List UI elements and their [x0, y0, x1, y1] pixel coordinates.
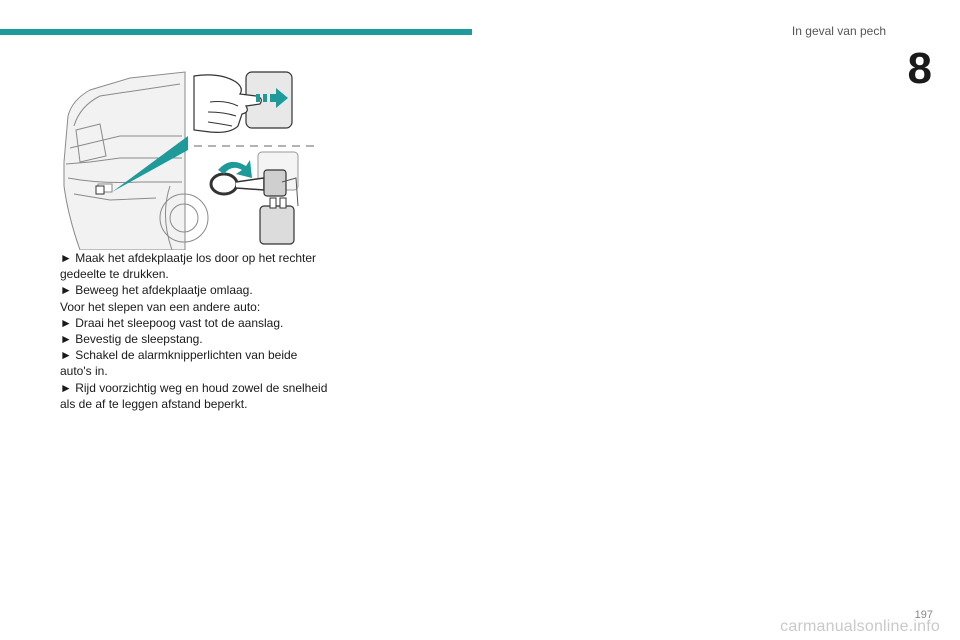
section-title: In geval van pech: [791, 24, 886, 38]
header-accent-bar: [0, 29, 472, 35]
chapter-number: 8: [907, 44, 932, 93]
tow-eye-cap-icon: [260, 198, 294, 244]
instruction-line: ► Bevestig de sleepstang.: [60, 332, 203, 347]
car-rear-icon: [64, 72, 208, 250]
instruction-list: [60, 250, 330, 412]
instruction-line: ► Draai het sleepoog vast tot de aanslag.: [60, 315, 284, 330]
instruction-line: ► Schakel de alarmknipperlichten van beide auto's in.: [60, 348, 298, 379]
instruction-line: Voor het slepen van een andere auto:: [60, 299, 261, 314]
watermark: carmanualsonline.info: [780, 618, 940, 635]
instruction-line: ► Rijd voorzichtig weg en houd zowel de snelheid als de af te leggen afstand beperkt.: [60, 380, 328, 411]
instruction-line: ► Beweeg het afdekplaatje omlaag.: [60, 283, 253, 298]
towing-eye-illustration: [60, 66, 320, 250]
instruction-line: ► Maak het afdekplaatje los door op het rechter gedeelte te drukken.: [60, 251, 317, 282]
page-number: 197: [914, 609, 933, 621]
